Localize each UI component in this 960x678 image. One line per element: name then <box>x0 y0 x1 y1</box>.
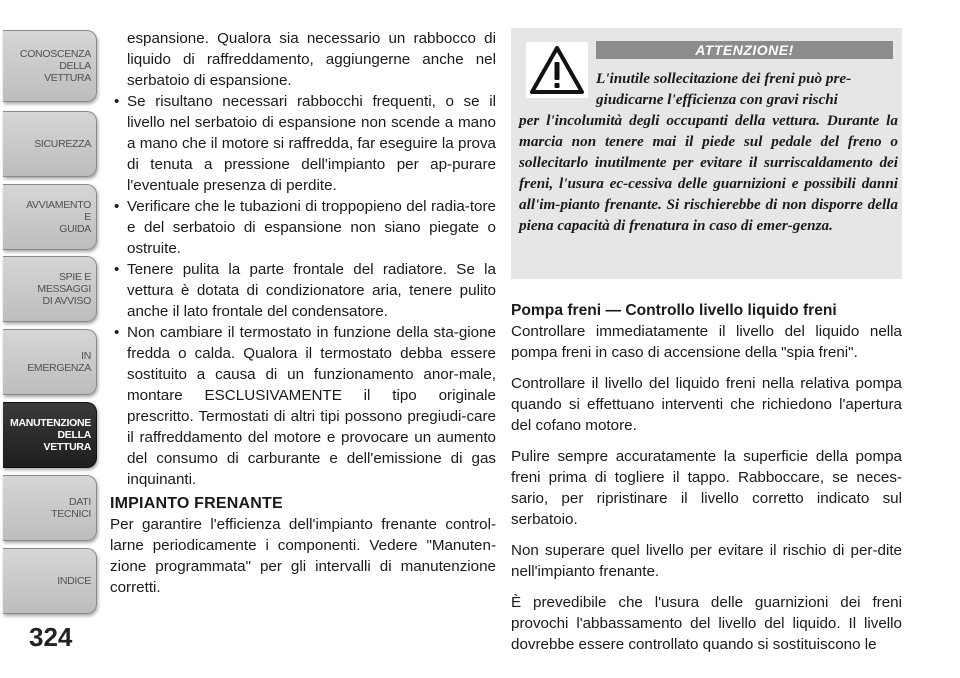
section-heading: IMPIANTO FRENANTE <box>110 495 283 512</box>
warning-line-2: giudicarne l'efficienza con gravi rischi <box>596 91 838 108</box>
tab-label: SPIE E MESSAGGI DI AVVISO <box>37 271 91 307</box>
warning-box <box>511 28 902 279</box>
subheading: Pompa freni — Controllo livello liquido freni <box>511 302 837 319</box>
tab-label: SICUREZZA <box>34 138 91 150</box>
left-column <box>110 28 496 598</box>
warning-body: per l'incolumità degli occupanti della vettura. Durante la marcia non tenere mai il piede sul pedale del freno o sollecitarlo inutilmente per evitare il surriscaldamento dei freni, l'usura ec-cessiva delle guarnizioni e possibili danni all'im-pianto frenante. Si rischierebbe di non disporre della piena capacità di frenatura in caso di emer-genza. <box>519 112 898 234</box>
list-item: • Se risultano necessari rabbocchi frequenti, o se il livello nel serbatoio di espansione non scende a mano a mano che il motore si raffredda, far eseguire la prova di tenuta a pressione dell'impianto per ap-purare l'eventuale presenza di perdite. <box>110 91 496 196</box>
paragraph: È prevedibile che l'usura delle guarnizioni dei freni provochi l'abbassamento del livello del liquido. Il livello dovrebbe essere controllato quando si sostituiscono le <box>511 594 902 653</box>
right-column <box>511 300 902 655</box>
tab-manutenzione-della-vettura[interactable] <box>3 402 97 468</box>
chapter-tabs <box>0 0 100 678</box>
tab-indice[interactable] <box>3 548 97 614</box>
warning-text <box>519 68 898 236</box>
tab-label: INDICE <box>57 575 91 587</box>
paragraph: Controllare immediatamente il livello del liquido nella pompa freni in caso di accensione della "spia freni". <box>511 323 902 361</box>
tab-label: MANUTENZIONE DELLA VETTURA <box>10 417 91 453</box>
list-item: • Verificare che le tubazioni di troppopieno del radia-tore e del serbatoio di espansione non siano piegate o ostruite. <box>110 196 496 259</box>
warning-line-1: L'inutile sollecitazione dei freni può pre- <box>596 70 852 87</box>
tab-dati-tecnici[interactable] <box>3 475 97 541</box>
section-paragraph: Per garantire l'efficienza dell'impianto frenante control-larne periodicamente i componenti. Vedere "Manuten-zione programmata" per gli intervalli di manutenzione corretti. <box>110 516 496 596</box>
tab-label: IN EMERGENZA <box>27 350 91 374</box>
bullet-list <box>110 91 496 490</box>
paragraph: Pulire sempre accuratamente la superficie della pompa freni prima di togliere il tappo. Rabboccare, se neces-sario, per ripristinare il livello corretto indicato sul serbatoio. <box>511 448 902 528</box>
list-item: • Tenere pulita la parte frontale del radiatore. Se la vettura è dotata di condizionatore aria, tenere pulito anche il lato frontale del condensatore. <box>110 259 496 322</box>
list-item: • Non cambiare il termostato in funzione della sta-gione fredda o calda. Qualora il termostato debba essere sostituito a causa di un funzionamento anor-male, montare ESCLUSIVAMENTE il tipo originale prescritto. Termostati di altri tipi possono pregiudi-care il raffreddamento del motore e provocare un aumento del consumo di carburante e dell'emissione di gas inquinanti. <box>110 322 496 490</box>
tab-conoscenza-della-vettura[interactable] <box>3 30 97 102</box>
tab-label: AVVIAMENTO E GUIDA <box>26 199 91 235</box>
tab-label: DATI TECNICI <box>51 496 91 520</box>
tab-avviamento-e-guida[interactable] <box>3 184 97 250</box>
intro-paragraph: espansione. Qualora sia necessario un rabbocco di liquido di raffreddamento, aggiungerne anche nel serbatoio di espansione. <box>127 30 496 89</box>
paragraph: Controllare il livello del liquido freni nella relativa pompa quando si effettuano interventi che richiedono l'apertura del cofano motore. <box>511 375 902 434</box>
tab-label: CONOSCENZA DELLA VETTURA <box>19 48 91 84</box>
paragraph: Non superare quel livello per evitare il rischio di per-dite nell'impianto frenante. <box>511 542 902 580</box>
warning-header: ATTENZIONE! <box>596 41 893 59</box>
tab-sicurezza[interactable] <box>3 111 97 177</box>
tab-spie-e-messaggi[interactable] <box>3 256 97 322</box>
page-number: 324 <box>29 622 73 652</box>
tab-in-emergenza[interactable] <box>3 329 97 395</box>
